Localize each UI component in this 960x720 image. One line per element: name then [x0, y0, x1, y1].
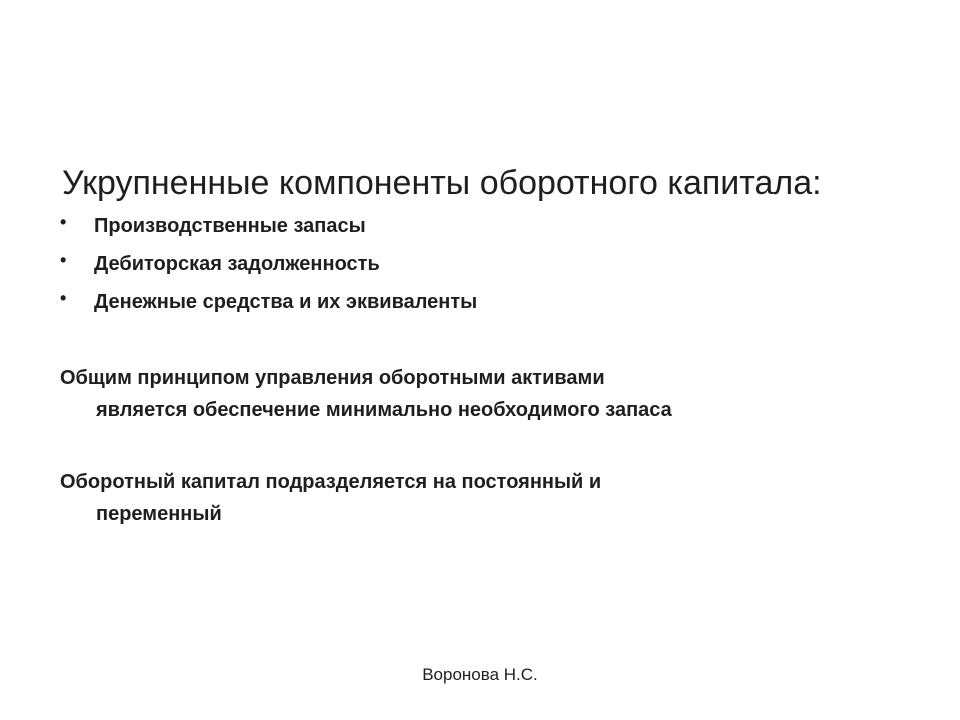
- bullet-text: Дебиторская задолженность: [94, 253, 380, 275]
- paragraph-line: Оборотный капитал подразделяется на постоянный и: [60, 471, 602, 493]
- paragraph-capital-division: [60, 466, 900, 530]
- bullet-icon: •: [60, 288, 67, 308]
- bullet-text: Денежные средства и их эквиваленты: [94, 291, 478, 313]
- paragraph-management-principle: [60, 362, 900, 426]
- bullet-icon: •: [60, 250, 67, 270]
- paragraph-line: Общим принципом управления оборотными активами: [60, 367, 605, 389]
- paragraph-line: переменный: [96, 503, 222, 525]
- list-item: [60, 210, 477, 248]
- slide-footer-author: Воронова Н.С.: [422, 665, 538, 684]
- list-item: [60, 286, 477, 324]
- list-item: [60, 248, 477, 286]
- paragraph-line: является обеспечение минимально необходимого запаса: [96, 399, 672, 421]
- bullet-text: Производственные запасы: [94, 215, 366, 237]
- slide-title: Укрупненные компоненты оборотного капитала:: [62, 164, 822, 202]
- bullet-icon: •: [60, 212, 67, 232]
- bullet-list: [60, 210, 477, 324]
